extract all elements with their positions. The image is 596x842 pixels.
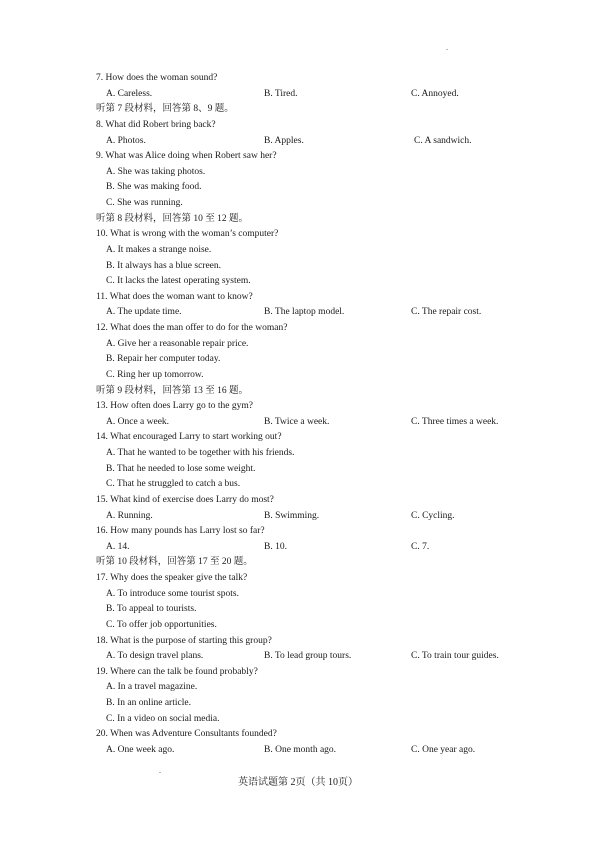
section-instruction — [96, 212, 536, 228]
section-instruction — [96, 384, 536, 400]
section-instruction — [96, 555, 536, 571]
question-stem — [96, 571, 536, 587]
instruction-text: 听第 9 段材料，回答第 13 至 16 题。 — [96, 385, 249, 396]
option-text: B. She was making food. — [106, 182, 202, 193]
question-stem — [96, 399, 536, 415]
option-b: B. The laptop model. — [264, 307, 345, 318]
question-text: 9. What was Alice doing when Robert saw her? — [96, 151, 277, 162]
option-line — [96, 196, 536, 212]
instruction-text: 听第 10 段材料，回答第 17 至 20 题。 — [96, 557, 253, 568]
option-row — [96, 134, 536, 150]
option-text: B. Repair her computer today. — [106, 354, 221, 365]
question-text: 17. Why does the speaker give the talk? — [96, 573, 248, 583]
section-instruction — [96, 102, 536, 118]
option-c: C. One year ago. — [411, 744, 476, 755]
page-footer: 英语试题第 2页（共 10页） — [238, 777, 358, 788]
option-c: C. The repair cost. — [411, 307, 482, 318]
option-row — [96, 415, 536, 431]
stray-dot-bottom: . — [159, 766, 161, 775]
option-a: A. 14. — [106, 541, 130, 552]
question-list — [96, 71, 536, 759]
question-text: 7. How does the woman sound? — [96, 73, 218, 83]
instruction-text: 听第 7 段材料，回答第 8、9 题。 — [96, 104, 234, 115]
option-b: B. Twice a week. — [264, 416, 330, 427]
option-text: A. To introduce some tourist spots. — [106, 588, 239, 599]
option-line — [96, 602, 536, 618]
option-text: C. To offer job opportunities. — [106, 619, 217, 630]
option-line — [96, 180, 536, 196]
option-a: A. Careless. — [106, 88, 153, 99]
option-b: B. 10. — [264, 541, 287, 552]
option-text: A. Give her a reasonable repair price. — [106, 338, 249, 349]
option-a: A. One week ago. — [106, 744, 175, 755]
question-text: 16. How many pounds has Larry lost so far? — [96, 526, 265, 537]
option-text: A. That he wanted to be together with his friends. — [106, 448, 295, 458]
option-text: C. It lacks the latest operating system. — [106, 276, 251, 287]
question-stem — [96, 727, 536, 743]
option-text: B. In an online article. — [106, 698, 191, 708]
option-a: A. Running. — [106, 510, 153, 521]
question-stem — [96, 71, 536, 87]
option-text: B. To appeal to tourists. — [106, 604, 197, 615]
option-a: A. Once a week. — [106, 416, 170, 427]
option-line — [96, 337, 536, 353]
option-row — [96, 743, 536, 759]
option-text: A. In a travel magazine. — [106, 682, 198, 693]
question-stem — [96, 665, 536, 681]
option-b: B. To lead group tours. — [264, 651, 352, 662]
question-stem — [96, 430, 536, 446]
option-line — [96, 352, 536, 368]
option-line — [96, 618, 536, 634]
question-stem — [96, 524, 536, 540]
option-c: C. To train tour guides. — [411, 651, 499, 662]
option-text: B. It always has a blue screen. — [106, 260, 222, 271]
option-row — [96, 87, 536, 103]
option-line — [96, 243, 536, 259]
option-row — [96, 305, 536, 321]
question-text: 18. What is the purpose of starting this group? — [96, 635, 272, 646]
question-stem — [96, 149, 536, 165]
option-line — [96, 165, 536, 181]
option-a: A. Photos. — [106, 135, 146, 146]
option-text: C. That he struggled to catch a bus. — [106, 479, 241, 490]
option-c: C. Three times a week. — [411, 416, 499, 427]
question-text: 10. What is wrong with the woman’s computer? — [96, 229, 279, 240]
question-text: 15. What kind of exercise does Larry do most? — [96, 494, 274, 505]
option-b: B. Tired. — [264, 88, 298, 99]
option-a: A. To design travel plans. — [106, 651, 204, 662]
option-b: B. One month ago. — [264, 744, 337, 755]
option-b: B. Apples. — [264, 135, 304, 146]
question-stem — [96, 321, 536, 337]
question-stem — [96, 118, 536, 134]
option-line — [96, 274, 536, 290]
question-text: 20. When was Adventure Consultants founded? — [96, 729, 277, 740]
option-text: C. Ring her up tomorrow. — [106, 369, 204, 380]
question-text: 14. What encouraged Larry to start working out? — [96, 432, 282, 443]
option-c: C. Cycling. — [411, 510, 455, 521]
question-stem — [96, 227, 536, 243]
question-text: 11. What does the woman want to know? — [96, 291, 253, 302]
option-c: C. 7. — [411, 541, 430, 552]
option-text: A. She was taking photos. — [106, 166, 206, 177]
option-row — [96, 509, 536, 525]
option-line — [96, 446, 536, 462]
option-text: C. She was running. — [106, 198, 183, 208]
option-line — [96, 477, 536, 493]
option-text: B. That he needed to lose some weight. — [106, 463, 256, 474]
question-text: 19. Where can the talk be found probably? — [96, 666, 258, 677]
option-a: A. The update time. — [106, 307, 182, 318]
option-line — [96, 259, 536, 275]
question-text: 12. What does the man offer to do for the woman? — [96, 323, 288, 333]
question-stem — [96, 493, 536, 509]
instruction-text: 听第 8 段材料，回答第 10 至 12 题。 — [96, 213, 249, 224]
option-b: B. Swimming. — [264, 510, 320, 521]
option-line — [96, 712, 536, 728]
stray-dot-top: . — [446, 43, 448, 52]
option-text: C. In a video on social media. — [106, 713, 220, 724]
question-stem — [96, 634, 536, 650]
option-c: C. Annoyed. — [411, 88, 459, 99]
option-text: A. It makes a strange noise. — [106, 244, 212, 255]
option-row — [96, 649, 536, 665]
question-text: 13. How often does Larry go to the gym? — [96, 401, 253, 412]
option-line — [96, 680, 536, 696]
question-stem — [96, 290, 536, 306]
option-line — [96, 587, 536, 603]
question-text: 8. What did Robert bring back? — [96, 119, 216, 130]
option-line — [96, 696, 536, 712]
option-c: C. A sandwich. — [414, 135, 472, 146]
option-row — [96, 540, 536, 556]
option-line — [96, 368, 536, 384]
option-line — [96, 462, 536, 478]
